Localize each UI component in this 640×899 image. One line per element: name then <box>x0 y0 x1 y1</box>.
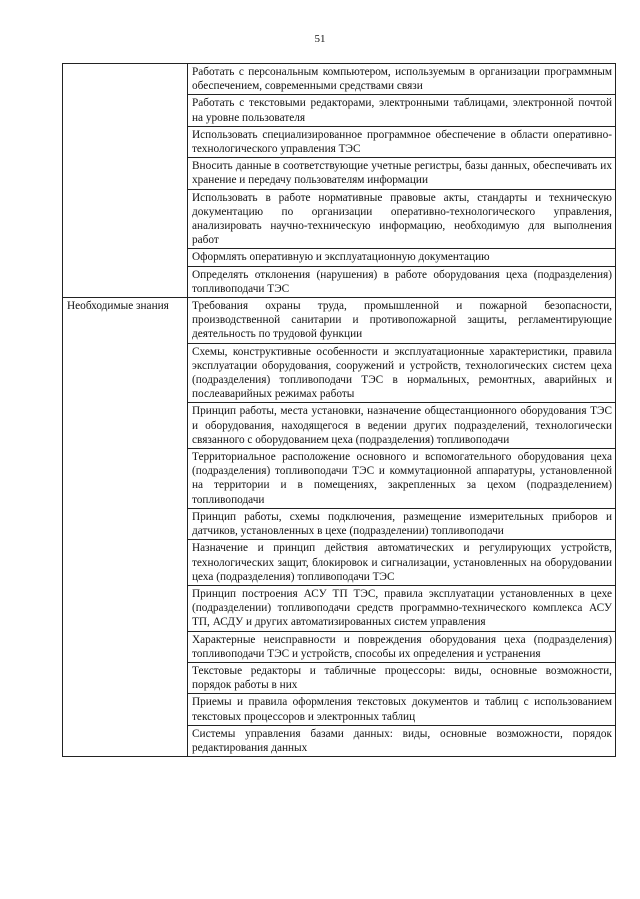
table-row <box>63 298 616 344</box>
table-cell-item: Работать с персональным компьютером, используемым в организации программным обеспечением, современными средствами связи <box>188 64 616 95</box>
table-cell-item: Принцип работы, места установки, назначение общестанционного оборудования ТЭС и оборудования, находящегося в ведении других подразделений, технологически связанного с оборудованием цеха (подразделения) топливоподачи <box>188 403 616 449</box>
table-cell-item: Оформлять оперативную и эксплуатационную документацию <box>188 249 616 266</box>
table-cell-item: Системы управления базами данных: виды, основные возможности, порядок редактирования данных <box>188 725 616 756</box>
table-cell-item: Требования охраны труда, промышленной и пожарной безопасности, производственной санитарии и противопожарной защиты, регламентирующие деятельность по трудовой функции <box>188 298 616 344</box>
table-cell-item: Территориальное расположение основного и вспомогательного оборудования цеха (подразделения) топливоподачи ТЭС и коммутационной аппаратуры, установленной на территории и в помещениях, закрепленных за цехом (подразделением) топливоподачи <box>188 449 616 509</box>
table-row <box>63 64 616 95</box>
section-label: Необходимые знания <box>63 298 188 757</box>
table-cell-item: Текстовые редакторы и табличные процессоры: виды, основные возможности, порядок работы в них <box>188 662 616 693</box>
table-cell-item: Использовать специализированное программное обеспечение в области оперативно-технологического управления ТЭС <box>188 126 616 157</box>
table-cell-item: Характерные неисправности и повреждения оборудования цеха (подразделения) топливоподачи ТЭС и устройств, способы их определения и устранения <box>188 631 616 662</box>
page-number: 51 <box>314 33 326 45</box>
table-cell-item: Вносить данные в соответствующие учетные регистры, базы данных, обеспечивать их хранение и передачу пользователям информации <box>188 158 616 189</box>
table-cell-item: Принцип построения АСУ ТП ТЭС, правила эксплуатации установленных в цехе (подразделении) топливоподачи средств программно-технического комплекса АСУ ТП, АСДУ и других автоматизированных систем управления <box>188 585 616 631</box>
table-cell-item: Определять отклонения (нарушения) в работе оборудования цеха (подразделения) топливоподачи ТЭС <box>188 266 616 297</box>
table-cell-item: Принцип работы, схемы подключения, размещение измерительных приборов и датчиков, установленных в цехе (подразделении) топливоподачи <box>188 508 616 539</box>
table-cell-item: Использовать в работе нормативные правовые акты, стандарты и техническую документацию по организации оперативно-технологического управления, анализировать научно-техническую информацию, необходимую для выполнения работ <box>188 189 616 249</box>
requirements-table <box>62 63 616 757</box>
table-cell-item: Схемы, конструктивные особенности и эксплуатационные характеристики, правила эксплуатации оборудования, сооружений и устройств, технологических систем цеха (подразделения) топливоподачи ТЭС в нормальных, ремонтных, аварийных и послеаварийных режимах работы <box>188 343 616 403</box>
table-cell-item: Приемы и правила оформления текстовых документов и таблиц с использованием текстовых процессоров и электронных таблиц <box>188 694 616 725</box>
table-cell-item: Назначение и принцип действия автоматических и регулирующих устройств, технологических защит, блокировок и сигнализации, установленных на оборудовании цеха (подразделения) топливоподачи ТЭС <box>188 540 616 586</box>
section-label <box>63 64 188 298</box>
table-cell-item: Работать с текстовыми редакторами, электронными таблицами, электронной почтой на уровне пользователя <box>188 95 616 126</box>
